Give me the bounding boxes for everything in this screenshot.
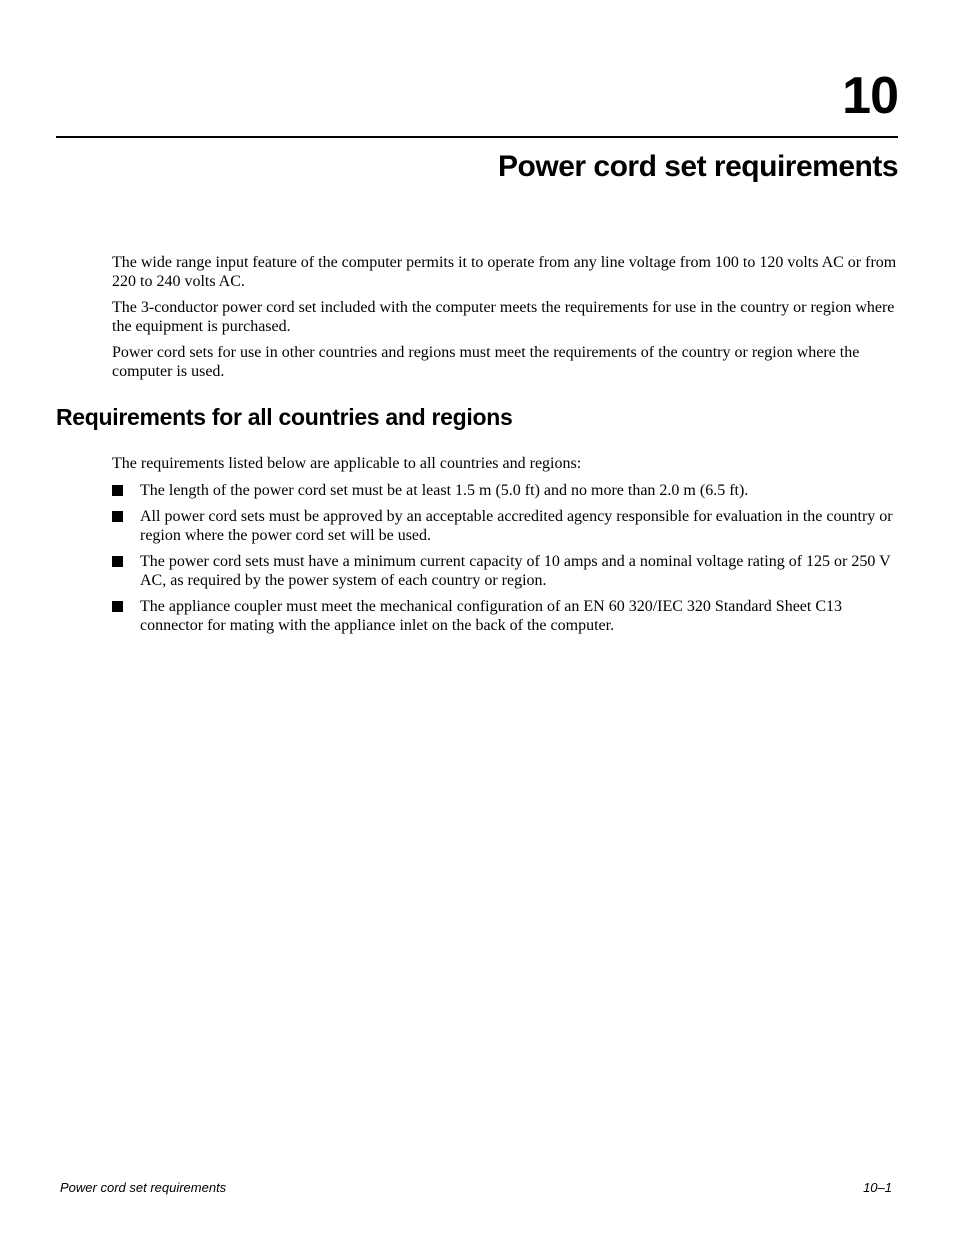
square-bullet-icon xyxy=(112,485,123,496)
requirement-list-item xyxy=(112,552,898,590)
intro-paragraph: Power cord sets for use in other countries and regions must meet the requirements of the country or region where the computer is used. xyxy=(112,344,860,380)
requirement-text: The power cord sets must have a minimum current capacity of 10 amps and a nominal voltage rating of 125 or 250 V AC, as required by the power system of each country or region. xyxy=(140,553,891,589)
intro-paragraph: The 3-conductor power cord set included with the computer meets the requirements for use in the country or region where the equipment is purchased. xyxy=(112,299,895,335)
requirement-list-item xyxy=(112,507,898,545)
requirement-text: The length of the power cord set must be at least 1.5 m (5.0 ft) and no more than 2.0 m (6.5 ft). xyxy=(140,482,749,499)
square-bullet-icon xyxy=(112,556,123,567)
requirement-text: All power cord sets must be approved by an acceptable accredited agency responsible for evaluation in the country or region where the power cord set will be used. xyxy=(140,508,893,544)
requirement-list-item xyxy=(112,481,898,500)
requirement-list-item xyxy=(112,597,898,635)
section-heading: Requirements for all countries and regions xyxy=(56,404,513,430)
requirement-text: The appliance coupler must meet the mechanical configuration of an EN 60 320/IEC 320 Standard Sheet C13 connector for mating with the appliance inlet on the back of the computer. xyxy=(140,598,843,634)
footer-page-number: 10–1 xyxy=(863,1180,892,1195)
intro-paragraph: The wide range input feature of the computer permits it to operate from any line voltage from 100 to 120 volts AC or from 220 to 240 volts AC. xyxy=(112,254,897,290)
section-lead: The requirements listed below are applicable to all countries and regions: xyxy=(112,455,582,472)
chapter-title: Power cord set requirements xyxy=(498,150,898,183)
chapter-divider xyxy=(56,136,898,138)
square-bullet-icon xyxy=(112,601,123,612)
chapter-number: 10 xyxy=(842,67,898,125)
footer-chapter-title: Power cord set requirements xyxy=(60,1180,227,1195)
square-bullet-icon xyxy=(112,511,123,522)
